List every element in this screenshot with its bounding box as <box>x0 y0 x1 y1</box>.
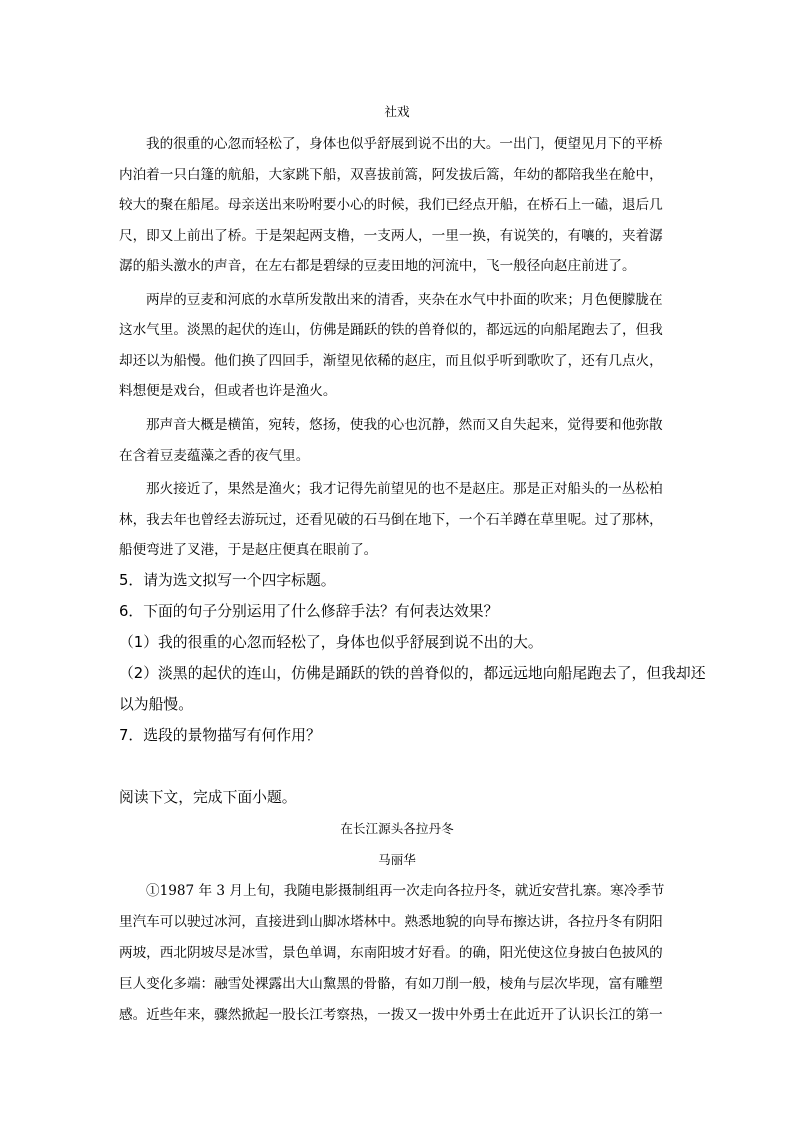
question-6-item-2-line2: 以为船慢。 <box>119 696 193 713</box>
passage1-p2-line3: 却还以为船慢。他们换了四回手，渐望见依稀的赵庄，而且似乎听到歌吹了，还有几点火， <box>119 353 663 369</box>
passage2-line5: 感。近些年来，骤然掀起一股长江考察热，一拨又一拨中外勇士在此近开了认识长江的第一 <box>119 1007 663 1023</box>
passage1-p1-line4: 尺，即又上前出了桥。于是架起两支橹，一支两人，一里一换，有说笑的，有嚷的，夹着潺 <box>119 228 663 244</box>
passage2-title: 在长江源头各拉丹冬 <box>340 821 454 836</box>
passage1-p2-line2: 这水气里。淡黑的起伏的连山，仿佛是踊跃的铁的兽脊似的，都远远的向船尾跑去了，但我 <box>119 322 663 338</box>
passage1-p1-line2: 内泊着一只白篷的航船，大家跳下船，双喜拔前篙，阿发拔后篙，年幼的都陪我坐在舱中， <box>119 167 663 183</box>
question-5: 5．请为选文拟写一个四字标题。 <box>119 572 336 589</box>
passage1-p1-line1: 我的很重的心忽而轻松了，身体也似乎舒展到说不出的大。一出门，便望见月下的平桥 <box>146 136 663 152</box>
question-6-item-2-line1: （2）淡黑的起伏的连山，仿佛是踊跃的铁的兽脊似的，都远远地向船尾跑去了，但我却还 <box>119 665 706 682</box>
passage2-line2: 里汽车可以驶过冰河，直接进到山脚冰塔林中。熟悉地貌的向导布擦达讲，各拉丹冬有阴阳 <box>119 914 663 930</box>
passage1-p4-line3: 船便弯进了叉港，于是赵庄便真在眼前了。 <box>119 542 378 558</box>
passage1-p1-line3: 较大的聚在船尾。母亲送出来吩咐要小心的时候，我们已经点开船，在桥石上一磕，退后几 <box>119 197 663 213</box>
passage2-line1: ①1987 年 3 月上旬，我随电影摄制组再一次走向各拉丹冬，就近安营扎寨。寒冷季节 <box>146 883 665 899</box>
passage2-author: 马丽华 <box>378 852 416 867</box>
passage1-title: 社戏 <box>384 104 410 119</box>
question-7: 7．选段的景物描写有何作用？ <box>119 727 321 744</box>
passage1-p2-line4: 料想便是戏台，但或者也许是渔火。 <box>119 383 337 399</box>
passage1-p2-line1: 两岸的豆麦和河底的水草所发散出来的清香，夹杂在水气中扑面的吹来；月色便朦胧在 <box>146 292 663 308</box>
passage2-line3: 两坡，西北阴坡尽是冰雪，景色单调，东南阳坡才好看。的确，阳光使这位身披白色披风的 <box>119 945 663 961</box>
reading-instruction: 阅读下文，完成下面小题。 <box>119 789 297 806</box>
passage1-p3-line2: 在含着豆麦蕴藻之香的夜气里。 <box>119 448 310 464</box>
passage1-p3-line1: 那声音大概是横笛，宛转，悠扬，使我的心也沉静，然而又自失起来，觉得要和他弥散 <box>146 417 663 433</box>
passage2-line4: 巨人变化多端：融雪处裸露出大山黧黑的骨骼，有如刀削一般，棱角与层次毕现，富有雕塑 <box>119 976 663 992</box>
question-6-item-1: （1）我的很重的心忽而轻松了，身体也似乎舒展到说不出的大。 <box>119 634 543 651</box>
passage1-p4-line2: 林，我去年也曾经去游玩过，还看见破的石马倒在地下，一个石羊蹲在草里呢。过了那林， <box>119 512 663 528</box>
question-6: 6．下面的句子分别运用了什么修辞手法？有何表达效果？ <box>119 603 499 620</box>
passage1-p4-line1: 那火接近了，果然是渔火；我才记得先前望见的也不是赵庄。那是正对船头的一丛松柏 <box>146 481 663 497</box>
passage1-p1-line5: 潺的船头激水的声音，在左右都是碧绿的豆麦田地的河流中，飞一般径向赵庄前进了。 <box>119 258 636 274</box>
